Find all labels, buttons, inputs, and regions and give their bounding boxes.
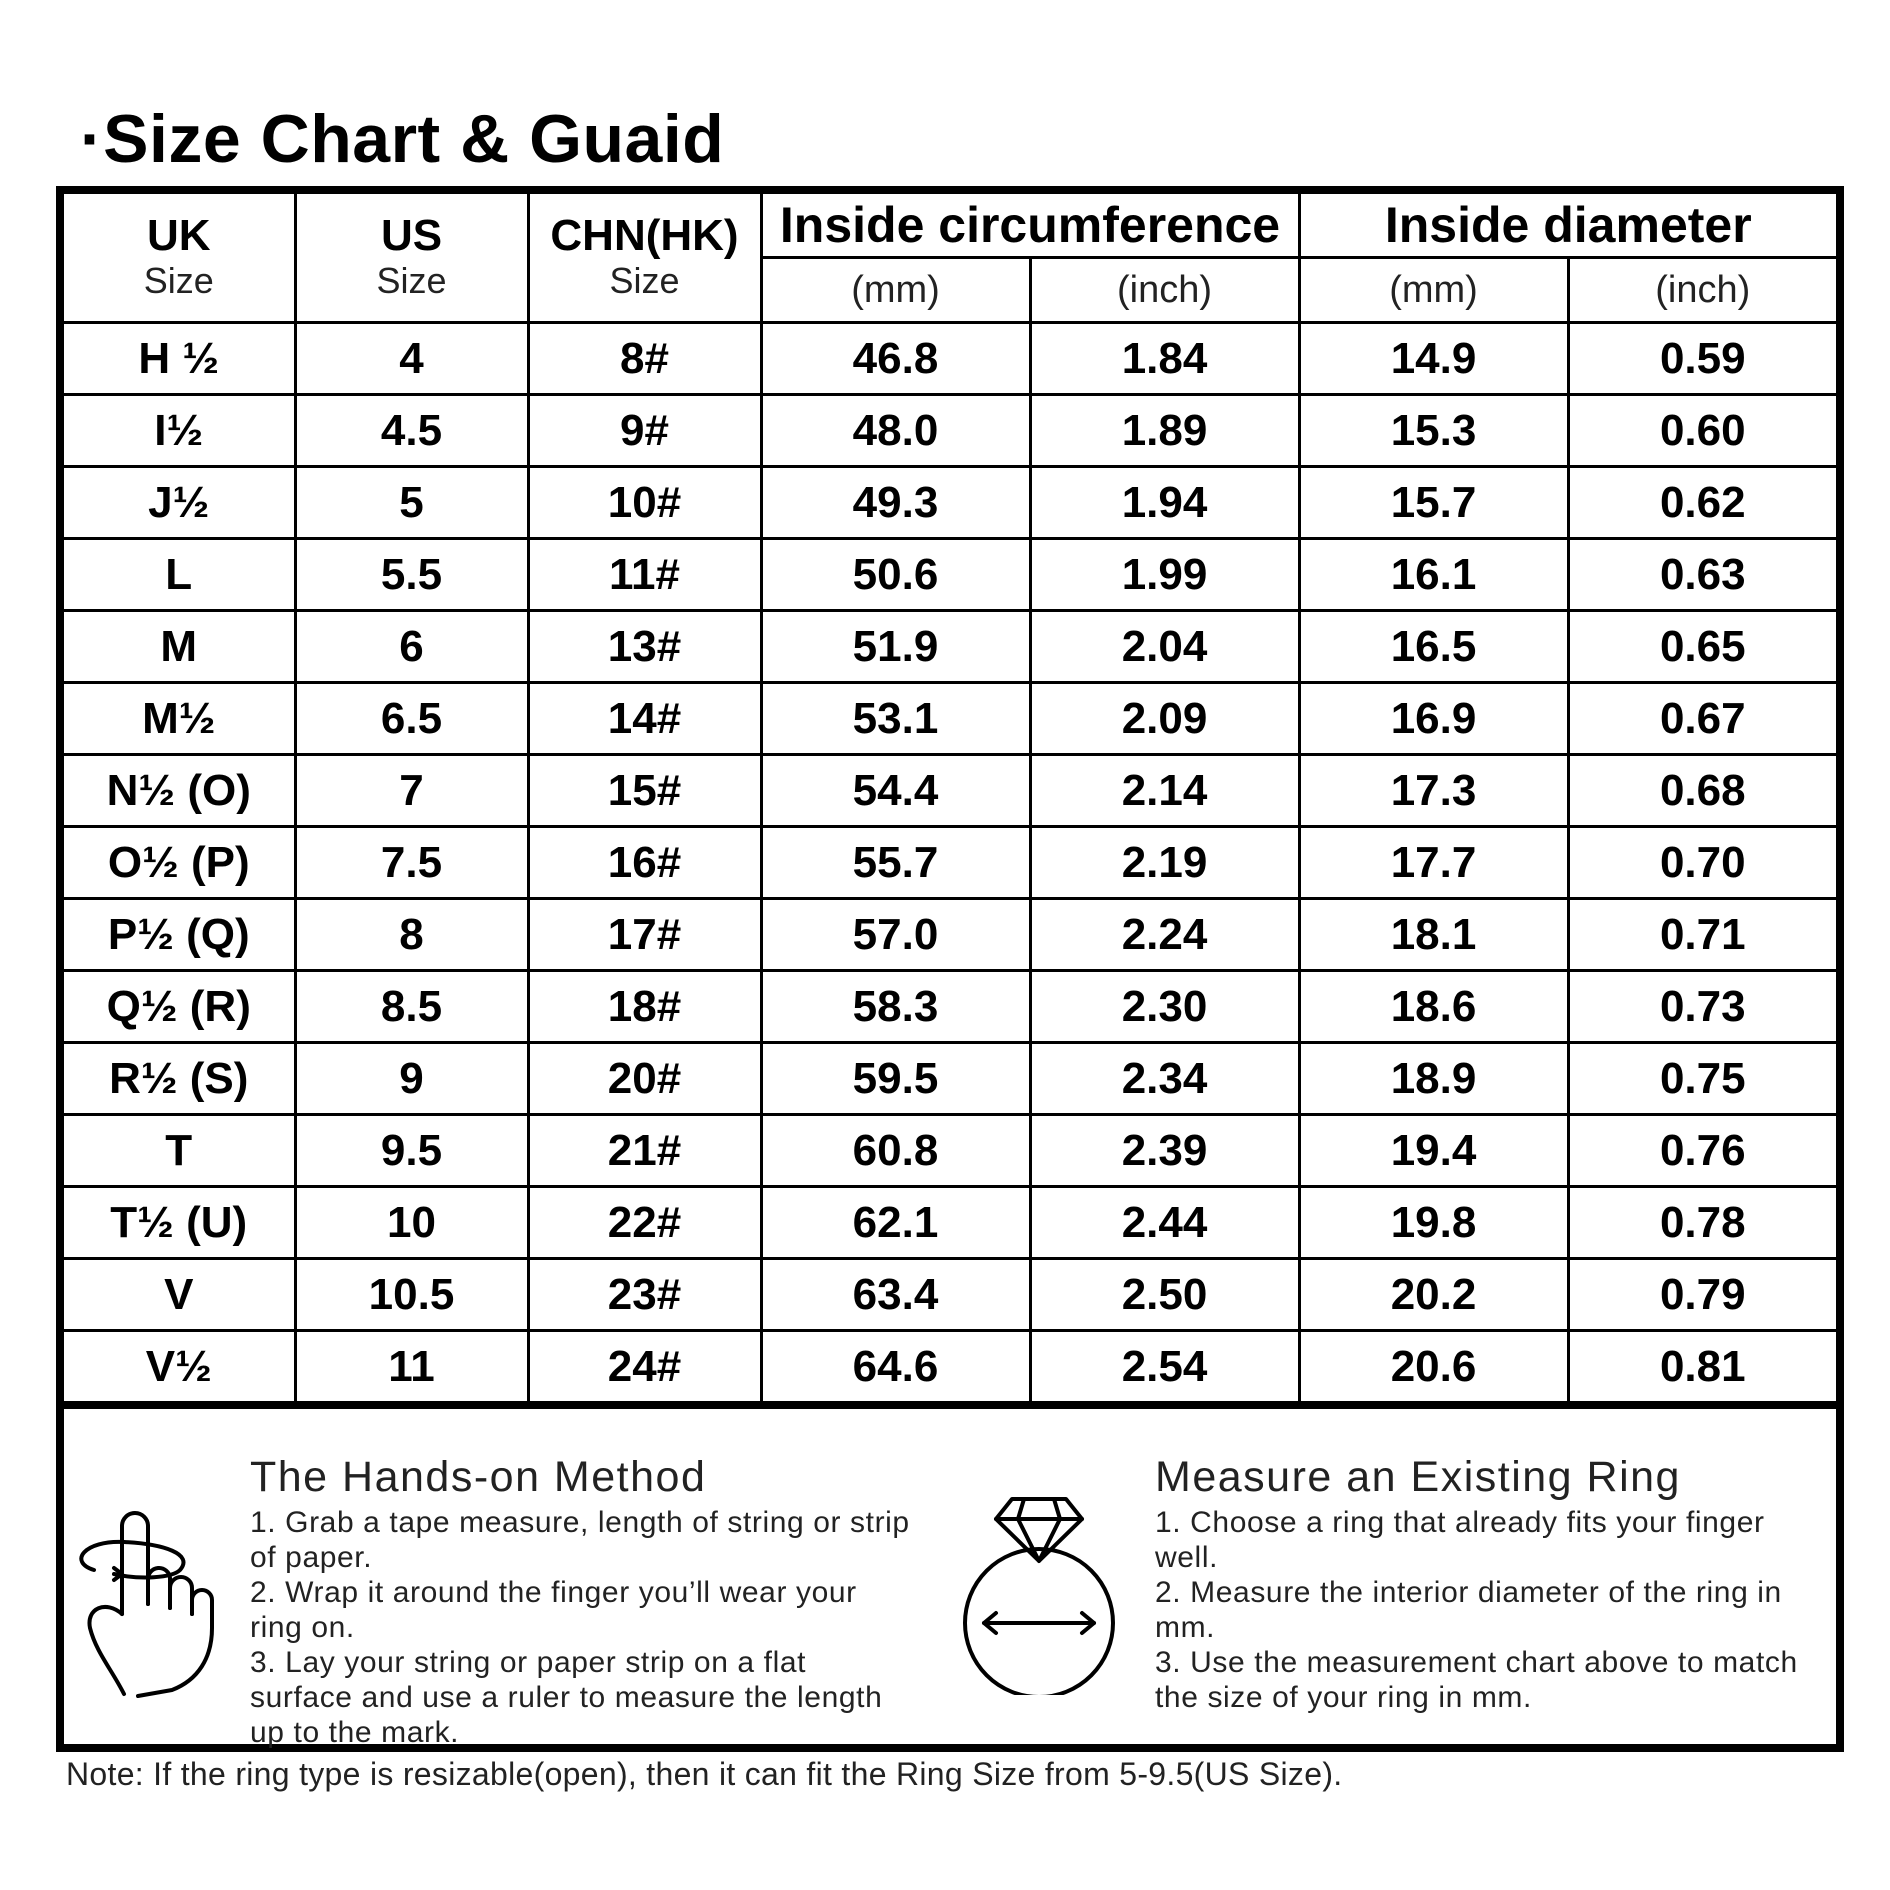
cell-circ-inch: 1.99 — [1030, 539, 1299, 611]
cell-diam-mm: 17.7 — [1299, 827, 1568, 899]
cell-diam-mm: 17.3 — [1299, 755, 1568, 827]
cell-diam-mm: 15.7 — [1299, 467, 1568, 539]
cell-diam-inch: 0.60 — [1568, 395, 1836, 467]
cell-chn-size: 24# — [528, 1331, 761, 1402]
cell-uk-size: J½ — [64, 467, 295, 539]
table-row — [64, 323, 1836, 395]
cell-uk-size: V½ — [64, 1331, 295, 1402]
header-unit-diam-inch: (inch) — [1568, 258, 1836, 323]
size-table — [64, 194, 1836, 1401]
header-uk — [64, 194, 295, 323]
cell-circ-inch: 2.44 — [1030, 1187, 1299, 1259]
cell-circ-inch: 1.94 — [1030, 467, 1299, 539]
cell-diam-inch: 0.70 — [1568, 827, 1836, 899]
cell-chn-size: 11# — [528, 539, 761, 611]
cell-circ-mm: 50.6 — [761, 539, 1030, 611]
cell-diam-inch: 0.76 — [1568, 1115, 1836, 1187]
cell-diam-inch: 0.73 — [1568, 971, 1836, 1043]
cell-circ-mm: 62.1 — [761, 1187, 1030, 1259]
cell-circ-inch: 2.54 — [1030, 1331, 1299, 1402]
cell-chn-size: 9# — [528, 395, 761, 467]
ring-diameter-icon — [954, 1495, 1124, 1695]
cell-diam-inch: 0.68 — [1568, 755, 1836, 827]
table-row — [64, 971, 1836, 1043]
table-row — [64, 1115, 1836, 1187]
header-unit-circ-inch: (inch) — [1030, 258, 1299, 323]
cell-diam-mm: 18.9 — [1299, 1043, 1568, 1115]
table-row — [64, 827, 1836, 899]
cell-uk-size: I½ — [64, 395, 295, 467]
cell-circ-inch: 2.14 — [1030, 755, 1299, 827]
cell-circ-inch: 2.09 — [1030, 683, 1299, 755]
cell-diam-inch: 0.62 — [1568, 467, 1836, 539]
existing-ring-step-3: 3. Use the measurement chart above to match the size of your ring in mm. — [1155, 1646, 1798, 1714]
header-uk-main: UK — [146, 210, 211, 260]
cell-circ-mm: 53.1 — [761, 683, 1030, 755]
cell-chn-size: 20# — [528, 1043, 761, 1115]
cell-diam-inch: 0.79 — [1568, 1259, 1836, 1331]
cell-circ-mm: 63.4 — [761, 1259, 1030, 1331]
cell-diam-mm: 16.5 — [1299, 611, 1568, 683]
cell-uk-size: R½ (S) — [64, 1043, 295, 1115]
cell-chn-size: 10# — [528, 467, 761, 539]
cell-diam-inch: 0.78 — [1568, 1187, 1836, 1259]
header-us-sub: Size — [376, 260, 447, 301]
cell-diam-inch: 0.59 — [1568, 323, 1836, 395]
cell-diam-mm: 18.6 — [1299, 971, 1568, 1043]
size-chart-frame — [56, 186, 1844, 1752]
cell-diam-mm: 18.1 — [1299, 899, 1568, 971]
cell-us-size: 9.5 — [295, 1115, 528, 1187]
measure-existing-ring — [1155, 1449, 1835, 1715]
cell-uk-size: N½ (O) — [64, 755, 295, 827]
cell-circ-mm: 51.9 — [761, 611, 1030, 683]
cell-diam-mm: 14.9 — [1299, 323, 1568, 395]
cell-us-size: 4.5 — [295, 395, 528, 467]
cell-diam-inch: 0.63 — [1568, 539, 1836, 611]
cell-circ-mm: 49.3 — [761, 467, 1030, 539]
cell-circ-inch: 2.19 — [1030, 827, 1299, 899]
table-row — [64, 1259, 1836, 1331]
cell-diam-mm: 16.1 — [1299, 539, 1568, 611]
header-us-main: US — [380, 210, 443, 260]
cell-circ-inch: 2.24 — [1030, 899, 1299, 971]
cell-us-size: 11 — [295, 1331, 528, 1402]
page-title: ·Size Chart & Guaid — [80, 101, 725, 177]
hands-on-step-2: 2. Wrap it around the finger you’ll wear your ring on. — [250, 1576, 857, 1644]
cell-us-size: 7.5 — [295, 827, 528, 899]
cell-diam-mm: 16.9 — [1299, 683, 1568, 755]
header-us — [295, 194, 528, 323]
cell-diam-mm: 19.8 — [1299, 1187, 1568, 1259]
cell-us-size: 7 — [295, 755, 528, 827]
table-row — [64, 899, 1836, 971]
table-row — [64, 1187, 1836, 1259]
cell-circ-mm: 64.6 — [761, 1331, 1030, 1402]
size-table-body — [64, 323, 1836, 1402]
cell-diam-inch: 0.75 — [1568, 1043, 1836, 1115]
cell-circ-mm: 58.3 — [761, 971, 1030, 1043]
cell-us-size: 4 — [295, 323, 528, 395]
cell-circ-mm: 48.0 — [761, 395, 1030, 467]
cell-uk-size: T — [64, 1115, 295, 1187]
cell-chn-size: 8# — [528, 323, 761, 395]
cell-us-size: 9 — [295, 1043, 528, 1115]
cell-chn-size: 21# — [528, 1115, 761, 1187]
cell-chn-size: 18# — [528, 971, 761, 1043]
cell-uk-size: L — [64, 539, 295, 611]
cell-chn-size: 15# — [528, 755, 761, 827]
resizable-note: Note: If the ring type is resizable(open), then it can fit the Ring Size from 5-9.5(US Size). — [66, 1756, 1343, 1792]
cell-chn-size: 13# — [528, 611, 761, 683]
cell-diam-inch: 0.71 — [1568, 899, 1836, 971]
table-row — [64, 539, 1836, 611]
existing-ring-step-1: 1. Choose a ring that already fits your finger well. — [1155, 1506, 1765, 1574]
cell-circ-mm: 57.0 — [761, 899, 1030, 971]
table-row — [64, 755, 1836, 827]
cell-circ-inch: 1.89 — [1030, 395, 1299, 467]
hands-on-title: The Hands-on Method — [250, 1453, 707, 1501]
cell-chn-size: 16# — [528, 827, 761, 899]
cell-us-size: 5.5 — [295, 539, 528, 611]
cell-diam-mm: 19.4 — [1299, 1115, 1568, 1187]
cell-circ-mm: 60.8 — [761, 1115, 1030, 1187]
header-unit-circ-mm: (mm) — [761, 258, 1030, 323]
hands-on-step-3: 3. Lay your string or paper strip on a flat surface and use a ruler to measure the length up to the mark. — [250, 1646, 883, 1749]
measurement-guide — [64, 1401, 1836, 1749]
cell-diam-mm: 15.3 — [1299, 395, 1568, 467]
cell-uk-size: H ½ — [64, 323, 295, 395]
existing-ring-step-2: 2. Measure the interior diameter of the ring in mm. — [1155, 1576, 1782, 1644]
cell-circ-inch: 2.50 — [1030, 1259, 1299, 1331]
cell-uk-size: V — [64, 1259, 295, 1331]
cell-diam-inch: 0.65 — [1568, 611, 1836, 683]
hands-on-method — [250, 1449, 910, 1750]
cell-us-size: 8.5 — [295, 971, 528, 1043]
cell-circ-mm: 54.4 — [761, 755, 1030, 827]
cell-diam-mm: 20.2 — [1299, 1259, 1568, 1331]
existing-ring-title: Measure an Existing Ring — [1155, 1453, 1681, 1501]
header-unit-diam-mm: (mm) — [1299, 258, 1568, 323]
finger-wrap-icon — [78, 1504, 228, 1704]
cell-diam-inch: 0.81 — [1568, 1331, 1836, 1402]
header-inside-diameter: Inside diameter — [1299, 194, 1836, 258]
cell-us-size: 6.5 — [295, 683, 528, 755]
cell-circ-inch: 1.84 — [1030, 323, 1299, 395]
cell-diam-mm: 20.6 — [1299, 1331, 1568, 1402]
cell-uk-size: M½ — [64, 683, 295, 755]
table-row — [64, 683, 1836, 755]
header-chn — [528, 194, 761, 323]
cell-circ-inch: 2.34 — [1030, 1043, 1299, 1115]
cell-us-size: 6 — [295, 611, 528, 683]
table-row — [64, 611, 1836, 683]
header-chn-sub: Size — [609, 260, 680, 301]
cell-chn-size: 23# — [528, 1259, 761, 1331]
cell-us-size: 8 — [295, 899, 528, 971]
cell-us-size: 10.5 — [295, 1259, 528, 1331]
cell-circ-mm: 55.7 — [761, 827, 1030, 899]
cell-us-size: 5 — [295, 467, 528, 539]
cell-chn-size: 14# — [528, 683, 761, 755]
hands-on-step-1: 1. Grab a tape measure, length of string or strip of paper. — [250, 1506, 910, 1574]
header-chn-main: CHN(HK) — [550, 210, 739, 260]
cell-uk-size: O½ (P) — [64, 827, 295, 899]
cell-chn-size: 17# — [528, 899, 761, 971]
table-row — [64, 467, 1836, 539]
table-row — [64, 1043, 1836, 1115]
cell-circ-inch: 2.39 — [1030, 1115, 1299, 1187]
table-row — [64, 395, 1836, 467]
header-uk-sub: Size — [143, 260, 214, 301]
cell-uk-size: T½ (U) — [64, 1187, 295, 1259]
header-inside-circumference: Inside circumference — [761, 194, 1299, 258]
cell-uk-size: Q½ (R) — [64, 971, 295, 1043]
cell-circ-inch: 2.04 — [1030, 611, 1299, 683]
cell-circ-inch: 2.30 — [1030, 971, 1299, 1043]
cell-circ-mm: 59.5 — [761, 1043, 1030, 1115]
cell-uk-size: P½ (Q) — [64, 899, 295, 971]
table-row — [64, 1331, 1836, 1402]
cell-diam-inch: 0.67 — [1568, 683, 1836, 755]
cell-circ-mm: 46.8 — [761, 323, 1030, 395]
cell-chn-size: 22# — [528, 1187, 761, 1259]
cell-us-size: 10 — [295, 1187, 528, 1259]
cell-uk-size: M — [64, 611, 295, 683]
